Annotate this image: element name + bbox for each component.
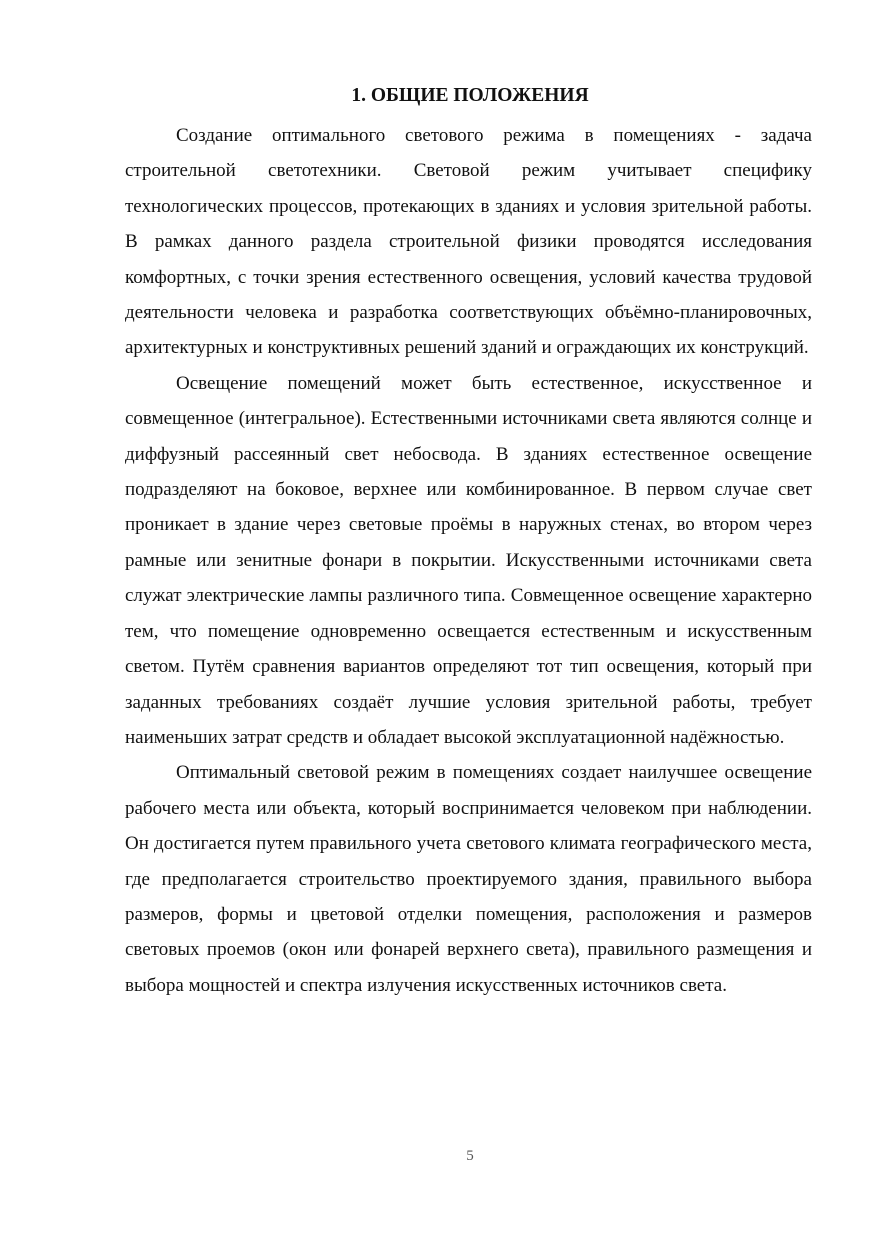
section-heading: 1. ОБЩИЕ ПОЛОЖЕНИЯ (351, 85, 589, 106)
body-text (125, 118, 812, 1003)
page-number: 5 (466, 1148, 474, 1164)
paragraph: Оптимальный световой режим в помещениях создает наилучшее освещение рабочего места или объекта, который воспринимается человеком при наблюдении. Он достигается путем правильного учета светового климата географического места, где предполагается строительство проектируемого здания, правильного выбора размеров, формы и цветовой отделки помещения, расположения и размеров световых проемов (окон или фонарей верхнего света), правильного размещения и выбора мощностей и спектра излучения искусственных источников света. (125, 762, 812, 996)
paragraph: Освещение помещений может быть естественное, искусственное и совмещенное (интегральное). Естественными источниками света являются солнце и диффузный рассеянный свет небосвода. В зданиях естественное освещение подразделяют на боковое, верхнее или комбинированное. В первом случае свет проникает в здание через световые проёмы в наружных стенах, во втором через рамные или зенитные фонари в покрытии. Искусственными источниками света служат электрические лампы различного типа. Совмещенное освещение характерно тем, что помещение одновременно освещается естественным и искусственным светом. Путём сравнения вариантов определяют тот тип освещения, который при заданных требованиях создаёт лучшие условия зрительной работы, требует наименьших затрат средств и обладает высокой эксплуатационной надёжностью. (125, 372, 812, 748)
paragraph: Создание оптимального светового режима в помещениях - задача строительной светотехники. Световой режим учитывает специфику технологических процессов, протекающих в зданиях и условия зрительной работы. В рамках данного раздела строительной физики проводятся исследования комфортных, с точки зрения естественного освещения, условий качества трудовой деятельности человека и разработка соответствующих объёмно-планировочных, архитектурных и конструктивных решений зданий и ограждающих их конструкций. (125, 125, 812, 359)
